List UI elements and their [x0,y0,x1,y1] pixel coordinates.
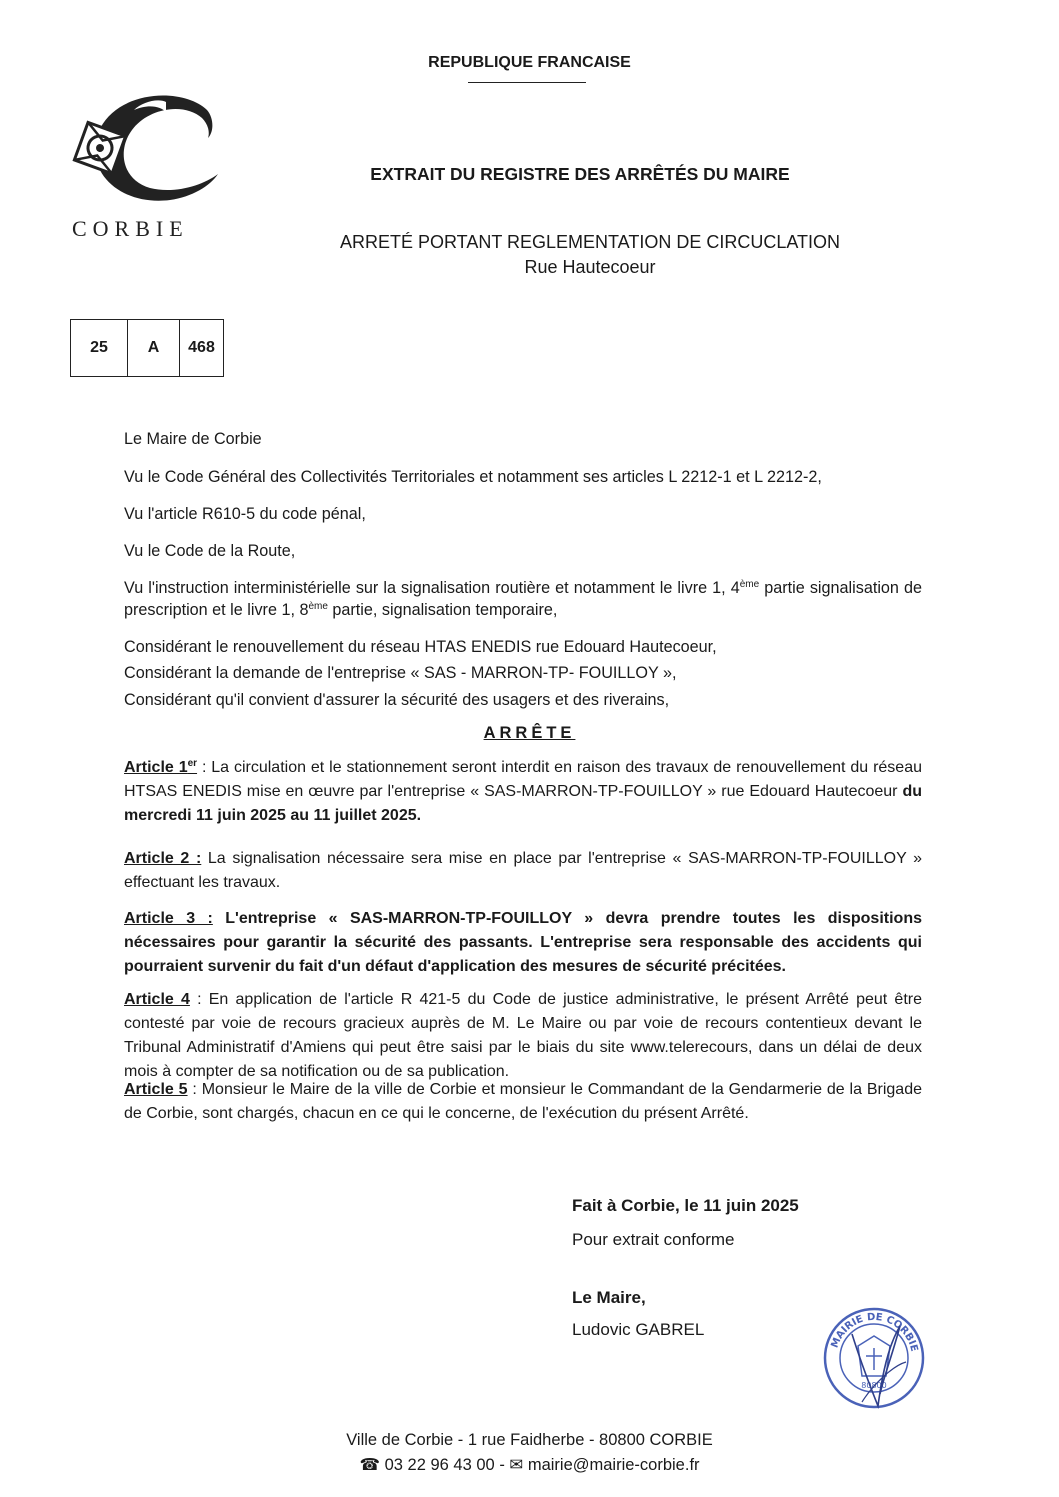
article-4-text: : En application de l'article R 421-5 du Code de justice administrative, le présent Arrêté peut être contesté par voie de recours gracieux auprès de M. Le Maire ou par voie de recours contentieux devant le Tribunal Administratif d'Amiens qui peut être saisi par le biais du site www.telerecours, dans un délai de deux mois à compter de sa notification ou de sa publication. [124,991,922,1080]
svg-text:MAIRIE DE CORBIE: MAIRIE DE CORBIE [829,1311,920,1353]
article-4-label: Article 4 [124,991,190,1008]
article-3-text: L'entreprise « SAS-MARRON-TP-FOUILLOY » devra prendre toutes les dispositions nécessaires pour garantir la sécurité des passants. L'entreprise sera responsable des accidents qui pourraient survenir du fait d'un défaut d'application des mesures de sécurité précitées. [124,910,922,975]
mail-icon: ✉ [509,1456,524,1474]
extrait-heading: EXTRAIT DU REGISTRE DES ARRÊTÉS DU MAIRE [370,164,790,184]
corbie-logo-mark [62,88,232,216]
signature-extrait: Pour extrait conforme [572,1230,735,1249]
article-2-text: La signalisation nécessaire sera mise en place par l'entreprise « SAS-MARRON-TP-FOUILLOY » effectuant les travaux. [124,850,922,891]
reference-number: 468 [188,339,215,356]
arrete-heading: ARRÊTE [483,724,576,742]
arrete-title-block [240,230,940,280]
preamble-considerant-2: Considérant la demande de l'entreprise « SAS - MARRON-TP- FOUILLOY », [124,664,677,682]
article-4 [124,988,922,1084]
article-5 [124,1078,922,1126]
article-1-label [124,759,197,776]
article-1 [124,756,922,828]
footer-contact [0,1455,1059,1475]
article-5-text: : Monsieur le Maire de la ville de Corbie et monsieur le Commandant de la Gendarmerie de la Brigade de Corbie, sont chargés, chacun en ce qui le concerne, de l'exécution du présent Arrêté. [124,1081,923,1122]
footer-address: Ville de Corbie - 1 rue Faidherbe - 80800 CORBIE [346,1431,713,1449]
signature-name: Ludovic GABREL [572,1320,705,1339]
article-1-text: : La circulation et le stationnement seront interdit en raison des travaux de renouvellement du réseau HTSAS ENEDIS mise en œuvre par l'entreprise « SAS-MARRON-TP-FOUILLOY » rue Edouard Hautecoeur [124,759,923,800]
footer-separator: - [494,1456,510,1474]
reference-box [70,319,224,377]
preamble-vu-code-penal: Vu l'article R610-5 du code pénal, [124,505,366,523]
article-1-label-text: Article 1 [124,759,188,776]
article-3 [124,907,922,979]
instruction-sup-2: ème [308,601,328,612]
republique-heading: REPUBLIQUE FRANCAISE [428,54,631,71]
preamble-vu-instruction [124,577,922,621]
preamble-vu-cgct: Vu le Code Général des Collectivités Territoriales et notamment ses articles L 2212-1 et L 2212-2, [124,468,822,486]
corbie-logo [62,88,232,248]
signature-role: Le Maire, [572,1288,646,1307]
footer-email: mairie@mairie-corbie.fr [527,1456,700,1474]
article-2-label: Article 2 : [124,850,202,867]
instruction-text-3: partie, signalisation temporaire, [327,601,558,619]
reference-type: A [128,320,180,376]
preamble-maire: Le Maire de Corbie [124,430,262,448]
heading-divider [468,82,586,83]
phone-icon: ☎ [359,1456,381,1474]
footer-phone: 03 22 96 43 00 [384,1456,495,1474]
article-1-dates: du mercredi 11 juin 2025 au 11 juillet 2025. [124,783,922,824]
signature-date: Fait à Corbie, le 11 juin 2025 [572,1196,799,1215]
article-5-label: Article 5 [124,1081,188,1098]
article-1-label-sup: er [187,758,198,769]
official-stamp [822,1306,926,1410]
preamble-vu-code-route: Vu le Code de la Route, [124,542,296,560]
arrete-title: ARRETÉ PORTANT REGLEMENTATION DE CIRCUCLATION [339,232,841,252]
logo-text: CORBIE [72,216,189,241]
preamble-considerant-1: Considérant le renouvellement du réseau HTAS ENEDIS rue Edouard Hautecoeur, [124,638,717,656]
instruction-text-2: partie signalisation de prescription et le livre 1, 8 [124,579,922,619]
reference-year: 25 [71,320,128,376]
instruction-text-1: Vu l'instruction interministérielle sur la signalisation routière et notamment le livre 1, 4 [124,579,740,597]
stamp-image [822,1306,926,1410]
instruction-sup-1: ème [739,579,760,590]
svg-text:80800: 80800 [861,1381,887,1390]
article-3-label: Article 3 : [124,910,213,927]
preamble-considerant-3: Considérant qu'il convient d'assurer la sécurité des usagers et des riverains, [124,691,670,709]
arrete-subtitle: Rue Hautecoeur [524,257,656,277]
article-2 [124,847,922,895]
